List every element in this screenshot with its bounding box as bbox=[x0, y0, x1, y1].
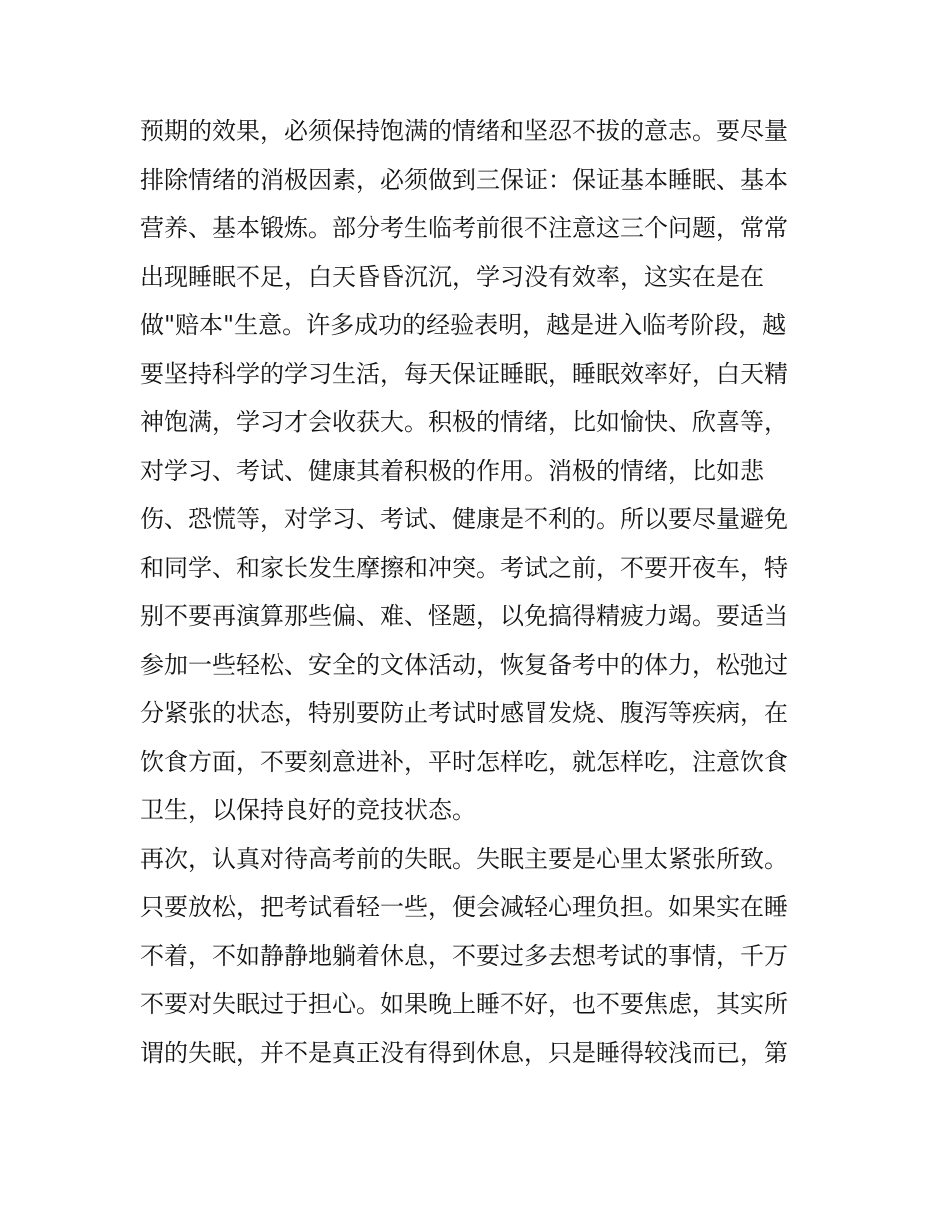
text-line: 营养、基本锻炼。部分考生临考前很不注意这三个问题，常常 bbox=[140, 214, 788, 242]
text-line: 卫生，以保持良好的竞技状态。 bbox=[140, 796, 476, 824]
text-line: 预期的效果，必须保持饱满的情绪和坚忍不拔的意志。要尽量 bbox=[140, 117, 788, 145]
text-line: 分紧张的状态，特别要防止考试时感冒发烧、腹泻等疾病，在 bbox=[140, 699, 788, 727]
text-line: 伤、恐慌等，对学习、考试、健康是不利的。所以要尽量避免 bbox=[140, 505, 788, 533]
text-line: 不要对失眠过于担心。如果晚上睡不好，也不要焦虑，其实所 bbox=[140, 990, 788, 1018]
text-line: 出现睡眠不足，白天昏昏沉沉，学习没有效率，这实在是在 bbox=[140, 262, 764, 291]
text-line: 饮食方面，不要刻意进补，平时怎样吃，就怎样吃，注意饮食 bbox=[140, 747, 788, 776]
text-line: 和同学、和家长发生摩擦和冲突。考试之前，不要开夜车，特 bbox=[140, 553, 788, 582]
text-line: 做"赔本"生意。许多成功的经验表明，越是进入临考阶段，越 bbox=[140, 311, 787, 339]
text-line: 参加一些轻松、安全的文体活动，恢复备考中的体力，松弛过 bbox=[140, 650, 788, 679]
body-text bbox=[140, 107, 830, 1077]
text-line: 排除情绪的消极因素，必须做到三保证：保证基本睡眠、基本 bbox=[140, 165, 788, 194]
text-line: 不着，不如静静地躺着休息，不要过多去想考试的事情，千万 bbox=[140, 941, 788, 970]
text-line: 只要放松，把考试看轻一些，便会减轻心理负担。如果实在睡 bbox=[140, 893, 788, 921]
text-line: 要坚持科学的学习生活，每天保证睡眠，睡眠效率好，白天精 bbox=[140, 359, 788, 388]
text-line: 别不要再演算那些偏、难、怪题，以免搞得精疲力竭。要适当 bbox=[140, 602, 788, 630]
text-line: 谓的失眠，并不是真正没有得到休息，只是睡得较浅而已，第 bbox=[140, 1038, 788, 1067]
text-line: 神饱满，学习才会收获大。积极的情绪，比如愉快、欣喜等， bbox=[140, 408, 788, 436]
text-line: 对学习、考试、健康其着积极的作用。消极的情绪，比如悲 bbox=[140, 456, 764, 485]
text-line: 再次，认真对待高考前的失眠。失眠主要是心里太紧张所致。 bbox=[140, 844, 788, 873]
